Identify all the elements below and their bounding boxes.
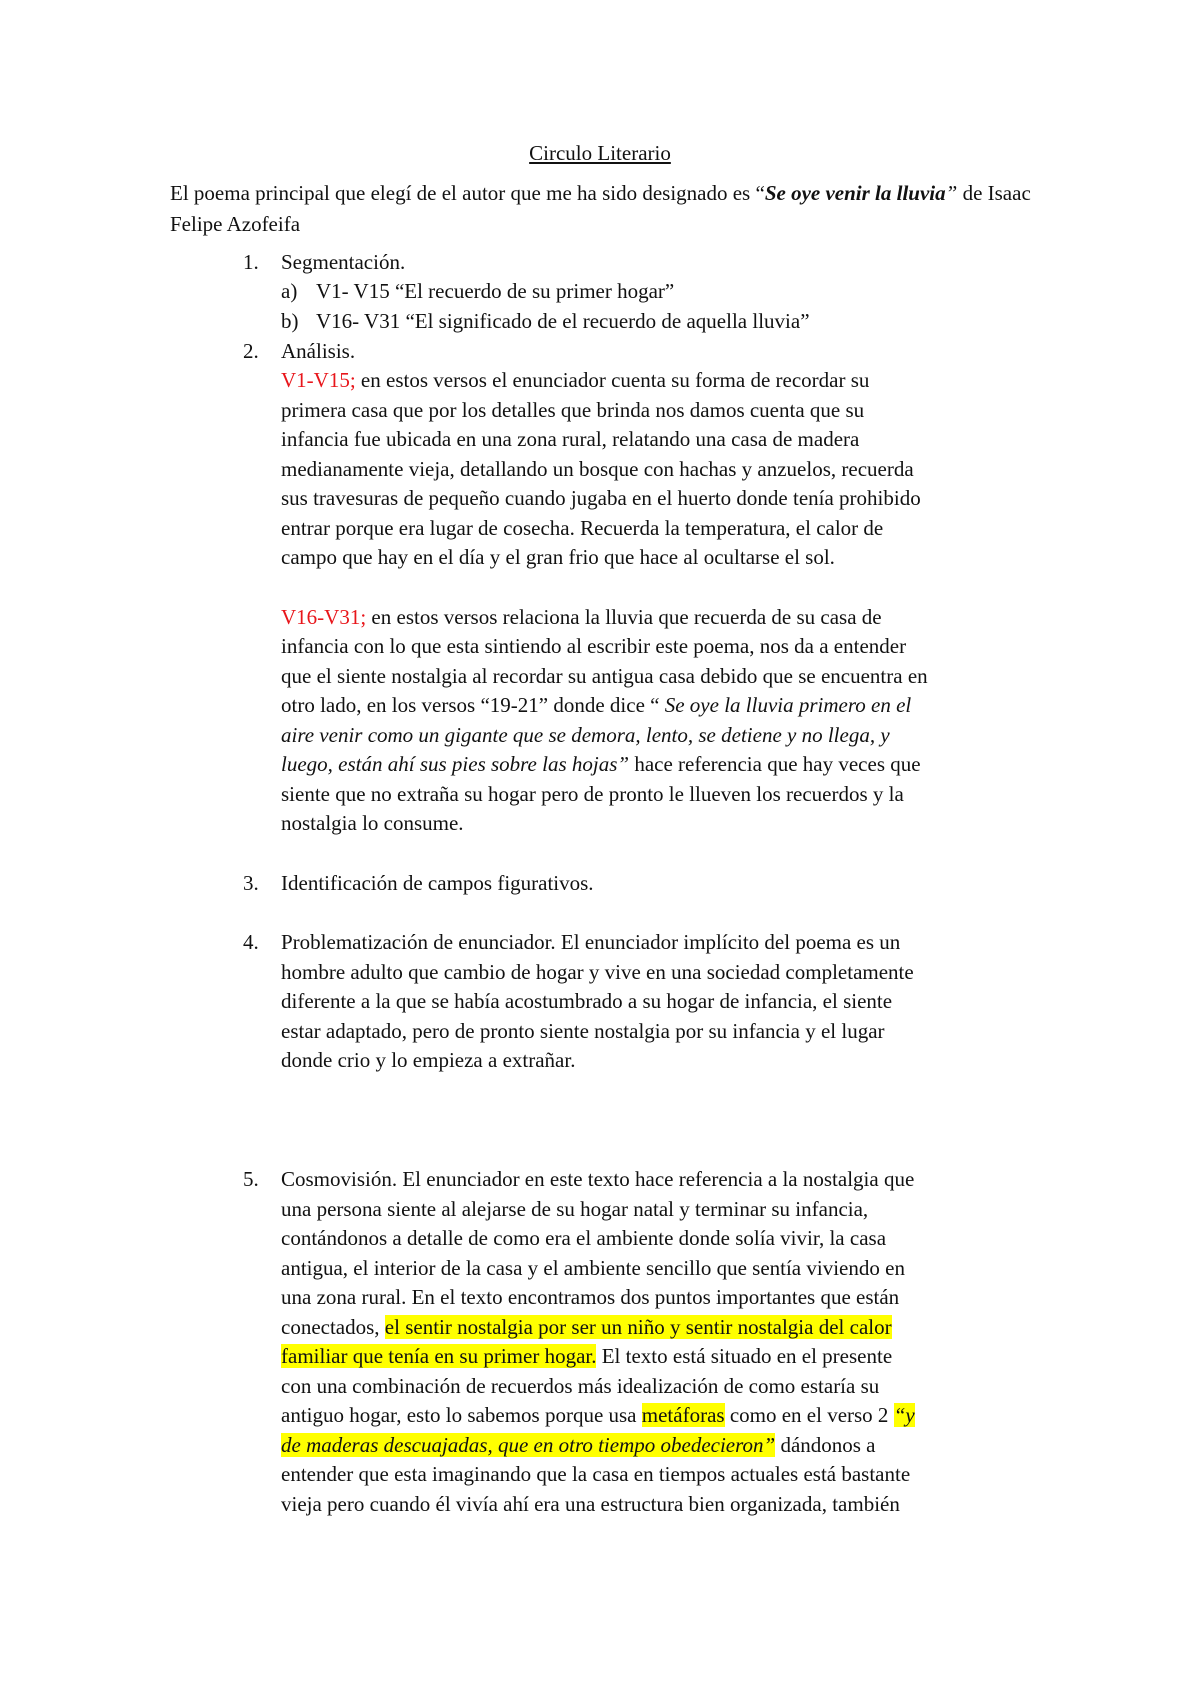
section-4-line: estar adaptado, pero de pronto siente nostalgia por su infancia y el lugar — [281, 1019, 885, 1043]
section-5-line — [281, 1313, 892, 1343]
section-5-text: como en el verso 2 — [724, 1403, 894, 1427]
highlighted-quote: “y — [893, 1403, 915, 1427]
section-2-number: 2. — [243, 339, 259, 363]
analysis-paragraph-2-line: siente que no extraña su hogar pero de pronto le llueven los recuerdos y la — [281, 782, 904, 806]
section-5-line: una zona rural. En el texto encontramos dos puntos importantes que están — [281, 1285, 900, 1309]
section-4-line: Problematización de enunciador. El enunciador implícito del poema es un — [281, 930, 901, 954]
section-5-line: Cosmovisión. El enunciador en este texto hace referencia a la nostalgia que — [281, 1167, 915, 1191]
section-1-number: 1. — [243, 250, 259, 274]
analysis-text: en estos versos relaciona la lluvia que recuerda de su casa de — [366, 605, 882, 629]
analysis-paragraph-1-line — [281, 366, 869, 396]
analysis-paragraph-2-line: que el siente nostalgia al recordar su antigua casa debido que se encuentra en — [281, 664, 928, 688]
section-5-text: antiguo hogar, esto lo sabemos porque usa — [281, 1403, 642, 1427]
section-5-line — [281, 1431, 876, 1461]
section-5-line: con una combinación de recuerdos más idealización de como estaría su — [281, 1374, 880, 1398]
analysis-paragraph-1-line: campo que hay en el día y el gran frio que hace al ocultarse el sol. — [281, 545, 835, 569]
section-5-line — [281, 1342, 892, 1372]
highlighted-text: familiar que tenía en su primer hogar. — [281, 1344, 597, 1368]
analysis-paragraph-2-line: infancia con lo que esta sintiendo al escribir este poema, nos da a entender — [281, 634, 907, 658]
poem-quote: luego, están ahí sus pies sobre las hojas” — [281, 752, 630, 776]
section-3-number: 3. — [243, 871, 259, 895]
segment-a-label: a) — [281, 279, 298, 303]
analysis-paragraph-2-line — [281, 691, 911, 721]
section-5-line: contándonos a detalle de como era el ambiente donde solía vivir, la casa — [281, 1226, 887, 1250]
section-5-line: entender que esta imaginando que la casa en tiempos actuales está bastante — [281, 1462, 911, 1486]
intro-paragraph — [170, 178, 1050, 240]
poem-quote: Se oye la lluvia primero en el — [664, 693, 912, 717]
analysis-paragraph-2-line: nostalgia lo consume. — [281, 811, 464, 835]
section-5-text: dándonos a — [775, 1433, 876, 1457]
section-5-line: una persona siente al alejarse de su hogar natal y terminar su infancia, — [281, 1197, 869, 1221]
section-4-line: donde crio y lo empieza a extrañar. — [281, 1048, 576, 1072]
highlighted-text: el sentir nostalgia por ser un niño y sentir nostalgia del calor — [384, 1315, 892, 1339]
section-3-text: Identificación de campos figurativos. — [281, 871, 594, 895]
section-1-heading: Segmentación. — [281, 250, 406, 274]
poem-title: Se oye venir la lluvia — [764, 181, 946, 205]
verse-range-marker: V1-V15; — [281, 368, 356, 392]
verse-range-marker: V16-V31; — [281, 605, 367, 629]
document-title: Circulo Literario — [529, 141, 671, 165]
analysis-paragraph-1-line: infancia fue ubicada en una zona rural, relatando una casa de madera — [281, 427, 860, 451]
section-5-line: vieja pero cuando él vivía ahí era una estructura bien organizada, también — [281, 1492, 900, 1516]
segment-b-label: b) — [281, 309, 299, 333]
analysis-paragraph-2-line — [281, 750, 921, 780]
analysis-text: otro lado, en los versos “19-21” donde dice “ — [281, 693, 665, 717]
section-2-heading: Análisis. — [281, 339, 356, 363]
section-5-number: 5. — [243, 1167, 259, 1191]
analysis-paragraph-1-line: primera casa que por los detalles que brinda nos damos cuenta que su — [281, 398, 865, 422]
section-4-line: hombre adulto que cambio de hogar y vive en una sociedad completamente — [281, 960, 914, 984]
analysis-paragraph-1-line: entrar porque era lugar de cosecha. Recuerda la temperatura, el calor de — [281, 516, 884, 540]
intro-closing-quote: ” — [945, 181, 958, 205]
analysis-paragraph-1-line: sus travesuras de pequeño cuando jugaba en el huerto donde tenía prohibido — [281, 486, 921, 510]
intro-author: de Isaac Felipe Azofeifa — [170, 181, 1031, 236]
analysis-paragraph-1-line: medianamente vieja, detallando un bosque con hachas y anzuelos, recuerda — [281, 457, 914, 481]
analysis-paragraph-2-line — [281, 603, 882, 633]
analysis-paragraph-2-line — [281, 721, 890, 751]
section-4-number: 4. — [243, 930, 259, 954]
analysis-text: hace referencia que hay veces que — [629, 752, 921, 776]
segment-b-text: V16- V31 “El significado de el recuerdo de aquella lluvia” — [316, 309, 810, 333]
intro-text: El poema principal que elegí de el autor que me ha sido designado es “ — [170, 181, 765, 205]
highlighted-quote: de maderas descuajadas, que en otro tiempo obedecieron” — [281, 1433, 776, 1457]
section-5-line: antigua, el interior de la casa y el ambiente sencillo que sentía viviendo en — [281, 1256, 905, 1280]
analysis-text: en estos versos el enunciador cuenta su forma de recordar su — [355, 368, 870, 392]
section-5-text: El texto está situado en el presente — [596, 1344, 893, 1368]
poem-quote: aire venir como un gigante que se demora, lento, se detiene y no llega, y — [281, 723, 890, 747]
highlighted-text: metáforas — [641, 1403, 725, 1427]
section-4-line: diferente a la que se había acostumbrado a su hogar de infancia, el siente — [281, 989, 893, 1013]
section-5-line — [281, 1401, 915, 1431]
segment-a-text: V1- V15 “El recuerdo de su primer hogar” — [316, 279, 675, 303]
section-5-text: conectados, — [281, 1315, 385, 1339]
